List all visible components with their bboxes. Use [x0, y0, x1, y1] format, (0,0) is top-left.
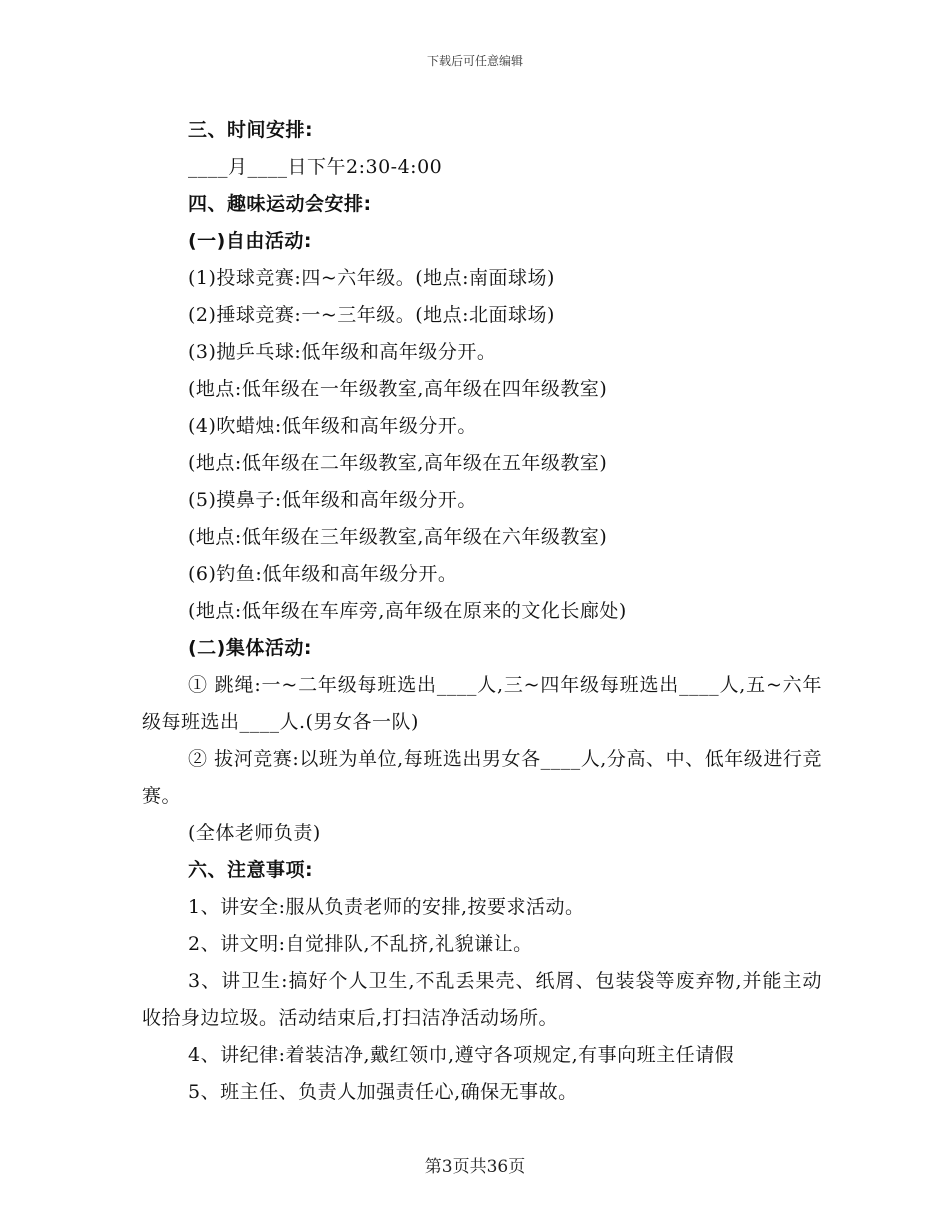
note-item: 3、讲卫生:搞好个人卫生,不乱丢果壳、纸屑、包装袋等废弃物,并能主动收拾身边垃圾。活动结束后,打扫洁净活动场所。	[142, 970, 822, 1029]
time-detail: ____月____日下午2:30-4:00	[188, 156, 443, 178]
note-item: 5、班主任、负责人加强责任心,确保无事故。	[188, 1081, 578, 1103]
free-activity-item: (1)投球竞赛:四~六年级。(地点:南面球场)	[188, 267, 555, 289]
section-heading-notes: 六、注意事项:	[188, 859, 314, 881]
section-heading-time: 三、时间安排:	[188, 119, 314, 141]
group-activity-item-jump-rope: ① 跳绳:一~二年级每班选出____人,三~四年级每班选出____人,五~六年级每班选出____人.(男女各一队)	[142, 674, 822, 733]
free-activity-item: (6)钓鱼:低年级和高年级分开。	[188, 563, 458, 585]
group-activity-item-tug-of-war: ② 拔河竞赛:以班为单位,每班选出男女各____人,分高、中、低年级进行竞赛。	[142, 748, 822, 807]
subheading-free-activity: (一)自由活动:	[188, 230, 312, 252]
header-note: 下载后可任意编辑	[426, 54, 523, 68]
page-number: 第3页共36页	[424, 1157, 526, 1177]
note-item: 2、讲文明:自觉排队,不乱挤,礼貌谦让。	[188, 933, 533, 955]
document-body	[142, 112, 822, 1111]
free-activity-location: (地点:低年级在车库旁,高年级在原来的文化长廊处)	[188, 600, 627, 622]
subheading-group-activity: (二)集体活动:	[188, 637, 312, 659]
free-activity-location: (地点:低年级在三年级教室,高年级在六年级教室)	[188, 526, 608, 548]
free-activity-item: (3)抛乒乓球:低年级和高年级分开。	[188, 341, 497, 363]
free-activity-item: (5)摸鼻子:低年级和高年级分开。	[188, 489, 477, 511]
section-heading-fun-games: 四、趣味运动会安排:	[188, 193, 372, 215]
note-item: 4、讲纪律:着装洁净,戴红领巾,遵守各项规定,有事向班主任请假	[188, 1044, 735, 1066]
note-item: 1、讲安全:服从负责老师的安排,按要求活动。	[188, 896, 585, 918]
free-activity-item: (2)捶球竞赛:一~三年级。(地点:北面球场)	[188, 304, 555, 326]
free-activity-location: (地点:低年级在二年级教室,高年级在五年级教室)	[188, 452, 608, 474]
free-activity-location: (地点:低年级在一年级教室,高年级在四年级教室)	[188, 378, 608, 400]
free-activity-item: (4)吹蜡烛:低年级和高年级分开。	[188, 415, 477, 437]
group-activity-note: (全体老师负责)	[188, 822, 321, 844]
